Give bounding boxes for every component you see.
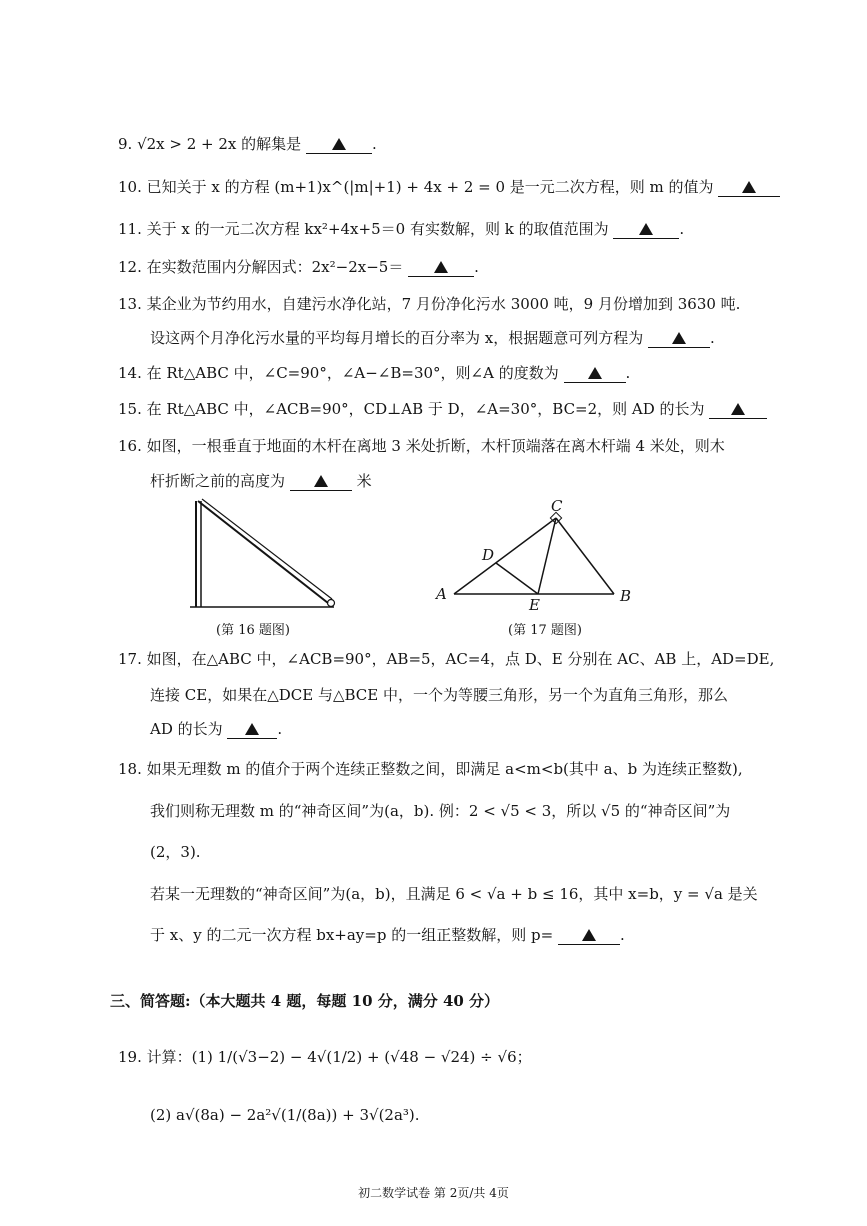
triangle-icon bbox=[245, 723, 259, 735]
triangle-icon bbox=[672, 332, 686, 344]
answer-blank bbox=[613, 220, 679, 239]
figure-16 bbox=[188, 497, 348, 613]
point-label-d: D bbox=[482, 546, 495, 564]
question-17-line3: AD 的长为 . bbox=[150, 720, 283, 738]
point-label-b: B bbox=[620, 587, 632, 605]
triangle-icon bbox=[332, 138, 346, 150]
question-18-line2: 我们则称无理数 m 的“神奇区间”为(a，b). 例：2 < √5 < 3，所以 √5 的“神奇区间”为 bbox=[150, 802, 731, 820]
answer-blank bbox=[558, 926, 620, 945]
question-12: 12. 在实数范围内分解因式：2x²−2x−5＝ . bbox=[118, 258, 479, 276]
section-3-heading: 三、简答题:（本大题共 4 题，每题 10 分，满分 40 分） bbox=[110, 992, 500, 1010]
question-13-line1: 13. 某企业为节约用水，自建污水净化站，7 月份净化污水 3000 吨，9 月份增加到 3630 吨. bbox=[118, 295, 741, 313]
point-label-a: A bbox=[436, 585, 447, 603]
question-17-line2: 连接 CE，如果在△DCE 与△BCE 中，一个为等腰三角形，另一个为直角三角形，那么 bbox=[150, 686, 728, 704]
answer-blank bbox=[718, 178, 780, 197]
triangle-icon bbox=[639, 223, 653, 235]
page-footer: 初二数学试卷 第 2页/共 4页 bbox=[358, 1186, 509, 1200]
triangle-icon bbox=[314, 475, 328, 487]
fig16-caption: (第 16 题图) bbox=[216, 623, 290, 638]
point-label-c: C bbox=[551, 497, 563, 515]
question-19-part1: 19. 计算：(1) 1/(√3−2) − 4√(1/2) + (√48 − √24) ÷ √6； bbox=[118, 1048, 532, 1066]
point-label-e: E bbox=[529, 596, 540, 612]
broken-pole-line bbox=[202, 499, 332, 599]
answer-blank bbox=[709, 400, 767, 419]
triangle-icon bbox=[582, 929, 596, 941]
segment-bc bbox=[556, 518, 614, 594]
question-18-line3: (2，3). bbox=[150, 843, 201, 861]
fig17-caption: (第 17 题图) bbox=[508, 623, 582, 638]
question-17-line1: 17. 如图，在△ABC 中，∠ACB=90°，AB=5，AC=4，点 D、E 分别在 AC、AB 上，AD=DE, bbox=[118, 650, 775, 668]
answer-blank bbox=[227, 720, 277, 739]
figure-17 bbox=[434, 494, 639, 612]
question-15: 15. 在 Rt△ABC 中，∠ACB=90°，CD⊥AB 于 D，∠A=30°，BC=2，则 AD 的长为 bbox=[118, 398, 767, 420]
pole-tip bbox=[328, 600, 335, 607]
question-16-line1: 16. 如图，一根垂直于地面的木杆在离地 3 米处折断，木杆顶端落在离木杆端 4 米处，则木 bbox=[118, 437, 725, 455]
question-16-line2: 杆折断之前的高度为 米 bbox=[150, 472, 372, 490]
question-14: 14. 在 Rt△ABC 中，∠C=90°，∠A−∠B=30°，则∠A 的度数为 . bbox=[118, 364, 631, 382]
question-18-line5: 于 x、y 的二元一次方程 bx+ay=p 的一组正整数解，则 p= . bbox=[150, 926, 625, 944]
broken-pole-line bbox=[198, 501, 328, 603]
question-19-part2: (2) a√(8a) − 2a²√(1/(8a)) + 3√(2a³). bbox=[150, 1106, 420, 1124]
triangle-icon bbox=[731, 403, 745, 415]
answer-blank bbox=[306, 135, 372, 154]
question-11: 11. 关于 x 的一元二次方程 kx²+4x+5＝0 有实数解，则 k 的取值范围为 . bbox=[118, 220, 685, 238]
question-18-line1: 18. 如果无理数 m 的值介于两个连续正整数之间，即满足 a<m<b(其中 a、b 为连续正整数), bbox=[118, 760, 743, 778]
triangle-icon bbox=[742, 181, 756, 193]
question-18-line4: 若某一无理数的“神奇区间”为(a，b)，且满足 6 < √a + b ≤ 16，其中 x=b，y = √a 是关 bbox=[150, 885, 758, 903]
triangle-icon bbox=[434, 261, 448, 273]
answer-blank bbox=[290, 472, 352, 491]
answer-blank bbox=[648, 329, 710, 348]
question-9: 9. √2x > 2 + 2x 的解集是 . bbox=[118, 135, 377, 153]
triangle-icon bbox=[588, 367, 602, 379]
answer-blank bbox=[564, 364, 626, 383]
question-10: 10. 已知关于 x 的方程 (m+1)x^(|m|+1) + 4x + 2 = 0 是一元二次方程，则 m 的值为 bbox=[118, 176, 780, 198]
segment-de bbox=[496, 563, 538, 594]
question-13-line2: 设这两个月净化污水量的平均每月增长的百分率为 x，根据题意可列方程为 . bbox=[150, 329, 715, 347]
answer-blank bbox=[408, 258, 474, 277]
